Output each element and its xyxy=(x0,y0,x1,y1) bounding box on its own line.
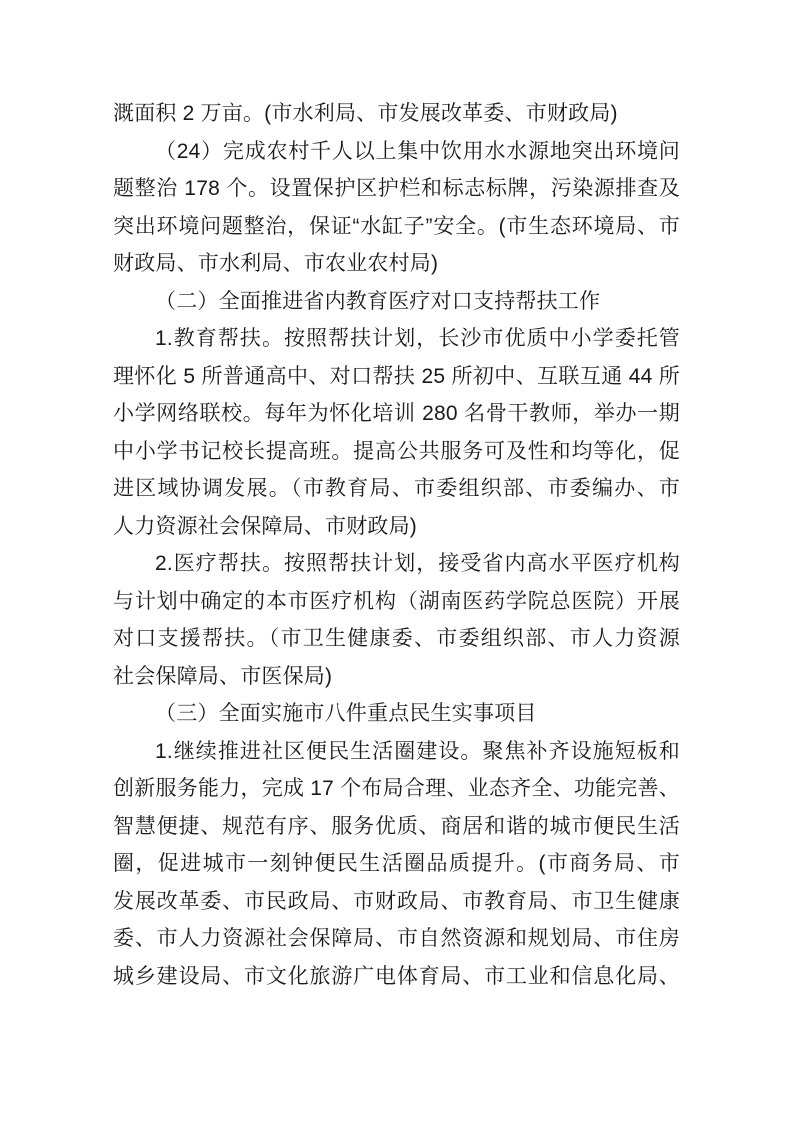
text-line: 城乡建设局、市文化旅游广电体育局、市工业和信息化局、 xyxy=(113,964,680,988)
text-line: 圈，促进城市一刻钟便民生活圈品质提升。(市商务局、市 xyxy=(113,852,680,875)
text-line: 1.教育帮扶。按照帮扶计划，长沙市优质中小学委托管 xyxy=(155,327,680,350)
text-line: 中小学书记校长提高班。提高公共服务可及性和均等化，促 xyxy=(113,439,680,463)
document-text-block xyxy=(113,95,680,995)
text-line: 进区域协调发展。（市教育局、市委组织部、市委编办、市 xyxy=(113,477,680,500)
text-line: 1.继续推进社区便民生活圈建设。聚焦补齐设施短板和 xyxy=(155,739,680,763)
text-line: 与计划中确定的本市医疗机构（湖南医药学院总医院）开展 xyxy=(113,589,680,613)
text-line: 溉面积 2 万亩。(市水利局、市发展改革委、市财政局) xyxy=(113,102,618,125)
text-line: 创新服务能力，完成 17 个布局合理、业态齐全、功能完善、 xyxy=(113,777,680,800)
text-line: 2.医疗帮扶。按照帮扶计划，接受省内高水平医疗机构 xyxy=(155,552,680,575)
text-line: 智慧便捷、规范有序、服务优质、商居和谐的城市便民生活 xyxy=(113,814,680,838)
text-line: （24）完成农村千人以上集中饮用水水源地突出环境问 xyxy=(155,139,680,163)
text-line: 理怀化 5 所普通高中、对口帮扶 25 所初中、互联互通 44 所 xyxy=(113,364,680,388)
text-line: （二）全面推进省内教育医疗对口支持帮扶工作 xyxy=(155,289,601,313)
text-line: 发展改革委、市民政局、市财政局、市教育局、市卫生健康 xyxy=(113,889,680,913)
text-line: 财政局、市水利局、市农业农村局) xyxy=(113,252,439,275)
text-line: 题整治 178 个。设置保护区护栏和标志标牌，污染源排查及 xyxy=(113,177,680,200)
text-line: 人力资源社会保障局、市财政局) xyxy=(113,514,417,538)
text-line: 突出环境问题整治，保证“水缸子”安全。(市生态环境局、市 xyxy=(113,214,680,238)
text-line: 小学网络联校。每年为怀化培训 280 名骨干教师，举办一期 xyxy=(113,402,680,425)
text-line: 委、市人力资源社会保障局、市自然资源和规划局、市住房 xyxy=(113,927,680,950)
text-line: 社会保障局、市医保局) xyxy=(113,664,333,688)
text-line: 对口支援帮扶。（市卫生健康委、市委组织部、市人力资源 xyxy=(113,627,680,650)
text-line: （三）全面实施市八件重点民生实事项目 xyxy=(155,702,537,725)
